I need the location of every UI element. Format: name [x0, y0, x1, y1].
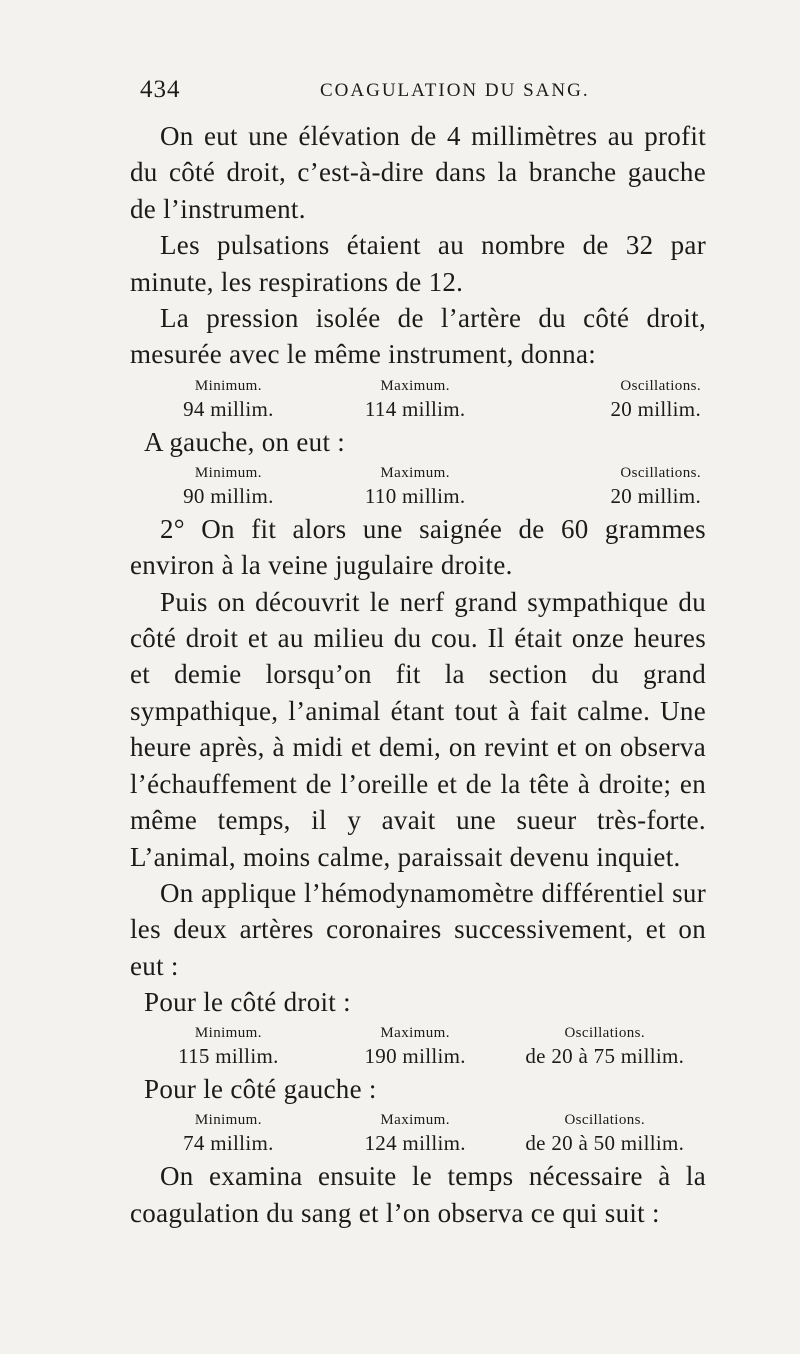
- minimum-header: Minimum.: [194, 377, 262, 394]
- oscillations-header: Oscillations.: [620, 464, 701, 481]
- running-title: COAGULATION DU SANG.: [320, 80, 590, 101]
- minimum-header: Minimum.: [194, 1025, 262, 1042]
- maximum-value: 124 millim.: [364, 1131, 466, 1156]
- paragraph: La pression isolée de l’artère du côté droit, mesurée avec le même instrument, donna:: [130, 303, 706, 370]
- paragraph: On examina ensuite le temps nécessaire à la coagulation du sang et l’on observa ce qui suit :: [130, 1161, 706, 1228]
- paragraph: Les pulsations étaient au nombre de 32 par minute, les respirations de 12.: [130, 230, 706, 297]
- pressure-table-left-coronary: [135, 1107, 701, 1158]
- maximum-value: 190 millim.: [364, 1044, 466, 1069]
- oscillations-value: de 20 à 75 millim.: [525, 1044, 685, 1069]
- maximum-header: Maximum.: [380, 377, 450, 394]
- subheading: A gauche, on eut :: [144, 426, 346, 457]
- page-header: [140, 76, 700, 116]
- paragraph: 2° On fit alors une saignée de 60 grammes environ à la veine jugulaire droite.: [130, 513, 706, 581]
- minimum-value: 90 millim.: [183, 483, 274, 508]
- oscillations-value: de 20 à 50 millim.: [525, 1131, 685, 1156]
- paragraph: Puis on découvrit le nerf grand sympathique du côté droit et au milieu du cou. Il était onze heures et demie lorsqu’on fit la section du grand sympathique, l’animal étant tout à fait calme. Une heure après, à midi et demi, on revint et on observa l’échauffement de l’oreille et de la tête à droite; en même temps, il y avait une sueur très-forte. L’animal, moins calme, paraissait devenu inquiet.: [130, 586, 706, 872]
- subheading: Pour le côté droit :: [144, 987, 351, 1018]
- oscillations-value: 20 millim.: [610, 483, 701, 508]
- minimum-header: Minimum.: [194, 464, 262, 481]
- maximum-header: Maximum.: [380, 464, 450, 481]
- pressure-table-right-artery: [135, 373, 701, 424]
- minimum-header: Minimum.: [194, 1112, 262, 1129]
- oscillations-value: 20 millim.: [610, 396, 701, 421]
- paragraph: On eut une élévation de 4 millimètres au profit du côté droit, c’est-à-dire dans la branche gauche de l’instrument.: [130, 121, 706, 224]
- maximum-value: 114 millim.: [364, 396, 466, 421]
- oscillations-header: Oscillations.: [564, 1025, 646, 1042]
- body-text: [130, 118, 706, 1231]
- pressure-table-left-artery: [135, 460, 701, 511]
- subheading: Pour le côté gauche :: [144, 1074, 377, 1105]
- paragraph: On applique l’hémodynamomètre différentiel sur les deux artères coronaires successivement, et on eut :: [130, 877, 706, 981]
- oscillations-header: Oscillations.: [564, 1112, 646, 1129]
- minimum-value: 74 millim.: [183, 1131, 274, 1156]
- oscillations-header: Oscillations.: [620, 377, 701, 394]
- maximum-value: 110 millim.: [364, 483, 466, 508]
- page-number: 434: [140, 76, 181, 103]
- maximum-header: Maximum.: [380, 1025, 450, 1042]
- minimum-value: 115 millim.: [178, 1044, 279, 1069]
- pressure-table-right-coronary: [135, 1020, 701, 1071]
- minimum-value: 94 millim.: [183, 396, 274, 421]
- maximum-header: Maximum.: [380, 1112, 450, 1129]
